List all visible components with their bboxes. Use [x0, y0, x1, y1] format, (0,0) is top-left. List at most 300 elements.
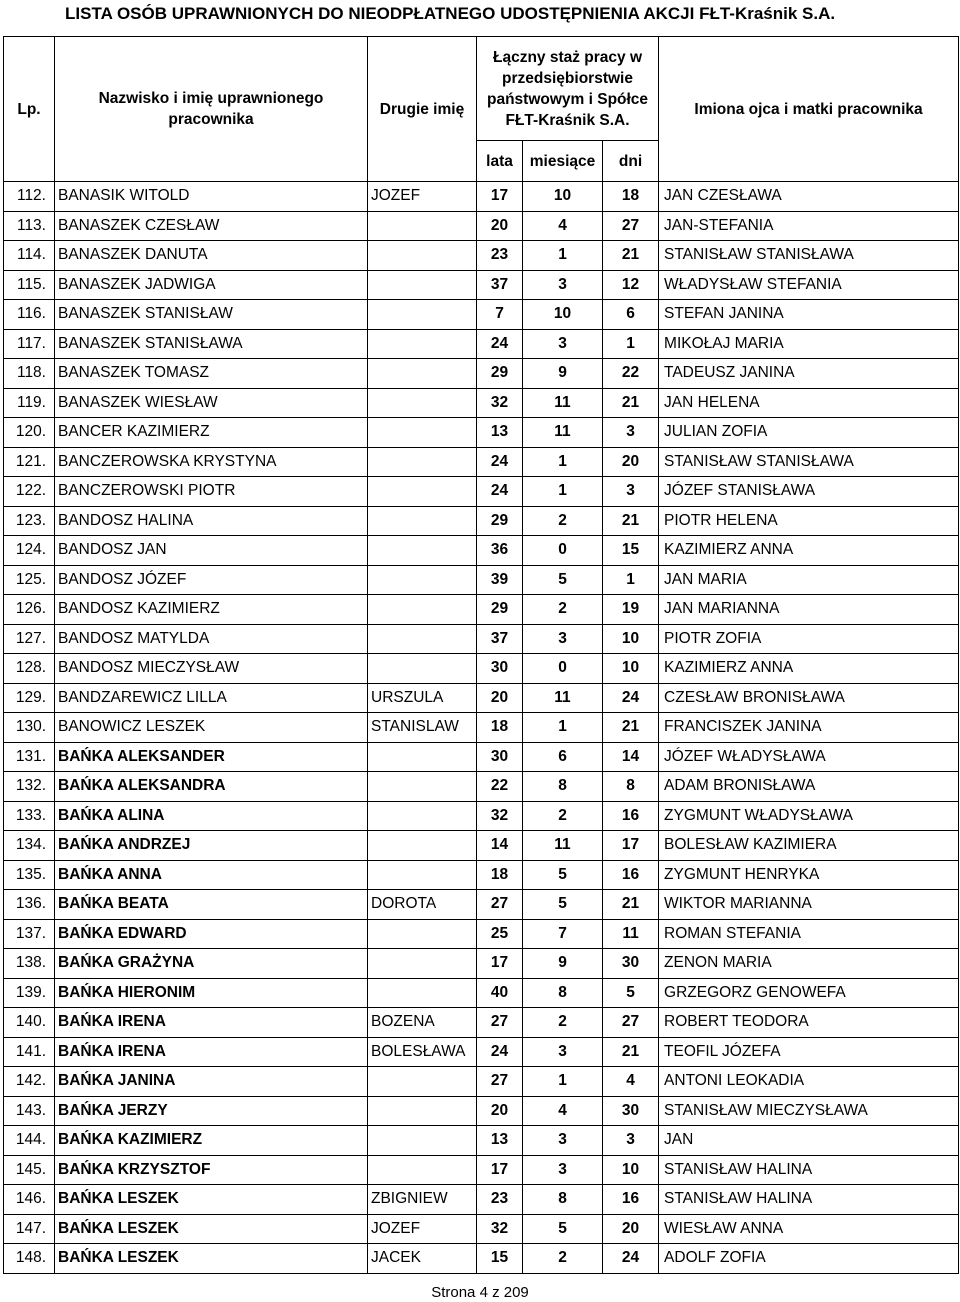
service-months: 10	[523, 300, 603, 330]
person-name: BANDOSZ KAZIMIERZ	[55, 595, 368, 625]
table-row	[4, 241, 959, 271]
table-row	[4, 477, 959, 507]
service-days: 24	[603, 683, 659, 713]
service-months: 3	[523, 1037, 603, 1067]
row-number: 142.	[4, 1067, 55, 1097]
header-days: dni	[603, 141, 659, 182]
row-number: 113.	[4, 211, 55, 241]
service-months: 2	[523, 801, 603, 831]
parents-names: FRANCISZEK JANINA	[659, 713, 959, 743]
person-name: BANASZEK DANUTA	[55, 241, 368, 271]
middle-name	[368, 742, 477, 772]
service-years: 36	[477, 536, 523, 566]
middle-name	[368, 447, 477, 477]
service-years: 29	[477, 595, 523, 625]
parents-names: ZYGMUNT HENRYKA	[659, 860, 959, 890]
person-name: BANDZAREWICZ LILLA	[55, 683, 368, 713]
table-row	[4, 919, 959, 949]
table-row	[4, 447, 959, 477]
person-name: BAŃKA GRAŻYNA	[55, 949, 368, 979]
service-days: 1	[603, 565, 659, 595]
row-number: 146.	[4, 1185, 55, 1215]
person-name: BAŃKA BEATA	[55, 890, 368, 920]
middle-name	[368, 359, 477, 389]
parents-names: ROMAN STEFANIA	[659, 919, 959, 949]
row-number: 124.	[4, 536, 55, 566]
service-months: 3	[523, 624, 603, 654]
service-months: 8	[523, 978, 603, 1008]
row-number: 135.	[4, 860, 55, 890]
service-months: 2	[523, 506, 603, 536]
person-name: BAŃKA IRENA	[55, 1037, 368, 1067]
row-number: 112.	[4, 182, 55, 212]
table-row	[4, 890, 959, 920]
service-days: 30	[603, 949, 659, 979]
service-months: 2	[523, 595, 603, 625]
service-years: 37	[477, 624, 523, 654]
table-row	[4, 978, 959, 1008]
service-years: 39	[477, 565, 523, 595]
service-days: 21	[603, 241, 659, 271]
middle-name	[368, 1155, 477, 1185]
service-years: 17	[477, 949, 523, 979]
service-days: 4	[603, 1067, 659, 1097]
table-row	[4, 654, 959, 684]
row-number: 144.	[4, 1126, 55, 1156]
service-years: 20	[477, 683, 523, 713]
row-number: 133.	[4, 801, 55, 831]
table-row	[4, 1008, 959, 1038]
service-days: 10	[603, 624, 659, 654]
person-name: BANDOSZ MIECZYSŁAW	[55, 654, 368, 684]
service-days: 17	[603, 831, 659, 861]
service-months: 7	[523, 919, 603, 949]
service-months: 5	[523, 890, 603, 920]
middle-name	[368, 1096, 477, 1126]
table-row	[4, 388, 959, 418]
parents-names: JÓZEF STANISŁAWA	[659, 477, 959, 507]
service-years: 40	[477, 978, 523, 1008]
middle-name: JACEK	[368, 1244, 477, 1274]
table-row	[4, 359, 959, 389]
parents-names: PIOTR HELENA	[659, 506, 959, 536]
person-name: BAŃKA IRENA	[55, 1008, 368, 1038]
row-number: 116.	[4, 300, 55, 330]
parents-names: STANISŁAW STANISŁAWA	[659, 241, 959, 271]
middle-name	[368, 860, 477, 890]
middle-name	[368, 241, 477, 271]
service-years: 22	[477, 772, 523, 802]
service-months: 0	[523, 654, 603, 684]
person-name: BAŃKA JERZY	[55, 1096, 368, 1126]
service-months: 5	[523, 1214, 603, 1244]
service-months: 1	[523, 447, 603, 477]
service-days: 15	[603, 536, 659, 566]
parents-names: JULIAN ZOFIA	[659, 418, 959, 448]
service-months: 5	[523, 565, 603, 595]
service-days: 3	[603, 477, 659, 507]
person-name: BAŃKA LESZEK	[55, 1185, 368, 1215]
service-days: 30	[603, 1096, 659, 1126]
person-name: BANASZEK JADWIGA	[55, 270, 368, 300]
table-row	[4, 949, 959, 979]
row-number: 121.	[4, 447, 55, 477]
header-lp: Lp.	[4, 37, 55, 182]
page-number: Strona 4 z 209	[431, 1284, 529, 1301]
row-number: 119.	[4, 388, 55, 418]
row-number: 134.	[4, 831, 55, 861]
middle-name: JOZEF	[368, 1214, 477, 1244]
service-days: 6	[603, 300, 659, 330]
service-years: 13	[477, 1126, 523, 1156]
service-days: 12	[603, 270, 659, 300]
parents-names: ZENON MARIA	[659, 949, 959, 979]
row-number: 125.	[4, 565, 55, 595]
table-row	[4, 1037, 959, 1067]
service-days: 21	[603, 713, 659, 743]
row-number: 139.	[4, 978, 55, 1008]
service-months: 11	[523, 831, 603, 861]
service-years: 29	[477, 359, 523, 389]
person-name: BANCZEROWSKI PIOTR	[55, 477, 368, 507]
service-years: 7	[477, 300, 523, 330]
service-years: 14	[477, 831, 523, 861]
service-months: 11	[523, 683, 603, 713]
header-months: miesiące	[523, 141, 603, 182]
person-name: BAŃKA ANDRZEJ	[55, 831, 368, 861]
row-number: 117.	[4, 329, 55, 359]
service-days: 11	[603, 919, 659, 949]
service-years: 27	[477, 1067, 523, 1097]
person-name: BAŃKA HIERONIM	[55, 978, 368, 1008]
service-months: 5	[523, 860, 603, 890]
service-days: 21	[603, 388, 659, 418]
service-days: 20	[603, 447, 659, 477]
service-months: 1	[523, 477, 603, 507]
service-years: 13	[477, 418, 523, 448]
parents-names: ZYGMUNT WŁADYSŁAWA	[659, 801, 959, 831]
service-days: 21	[603, 506, 659, 536]
service-years: 32	[477, 801, 523, 831]
table-row	[4, 1155, 959, 1185]
service-days: 16	[603, 1185, 659, 1215]
person-name: BANDOSZ MATYLDA	[55, 624, 368, 654]
row-number: 114.	[4, 241, 55, 271]
middle-name: BOZENA	[368, 1008, 477, 1038]
middle-name	[368, 919, 477, 949]
row-number: 115.	[4, 270, 55, 300]
row-number: 127.	[4, 624, 55, 654]
service-years: 30	[477, 654, 523, 684]
person-name: BANASZEK STANISŁAWA	[55, 329, 368, 359]
person-name: BAŃKA ALEKSANDER	[55, 742, 368, 772]
middle-name: URSZULA	[368, 683, 477, 713]
person-name: BANOWICZ LESZEK	[55, 713, 368, 743]
parents-names: JAN HELENA	[659, 388, 959, 418]
table-row	[4, 565, 959, 595]
parents-names: STANISŁAW STANISŁAWA	[659, 447, 959, 477]
service-months: 1	[523, 241, 603, 271]
service-days: 27	[603, 1008, 659, 1038]
person-name: BAŃKA JANINA	[55, 1067, 368, 1097]
middle-name	[368, 506, 477, 536]
person-name: BAŃKA LESZEK	[55, 1244, 368, 1274]
service-months: 3	[523, 329, 603, 359]
service-months: 9	[523, 359, 603, 389]
service-months: 10	[523, 182, 603, 212]
person-name: BAŃKA ALEKSANDRA	[55, 772, 368, 802]
table-row	[4, 270, 959, 300]
row-number: 120.	[4, 418, 55, 448]
person-name: BANCZEROWSKA KRYSTYNA	[55, 447, 368, 477]
service-months: 2	[523, 1244, 603, 1274]
person-name: BAŃKA KAZIMIERZ	[55, 1126, 368, 1156]
person-name: BANDOSZ JAN	[55, 536, 368, 566]
row-number: 141.	[4, 1037, 55, 1067]
parents-names: ADAM BRONISŁAWA	[659, 772, 959, 802]
service-months: 3	[523, 1126, 603, 1156]
service-days: 21	[603, 1037, 659, 1067]
service-years: 24	[477, 1037, 523, 1067]
service-days: 10	[603, 654, 659, 684]
header-years: lata	[477, 141, 523, 182]
middle-name	[368, 595, 477, 625]
service-years: 32	[477, 388, 523, 418]
table-row	[4, 506, 959, 536]
middle-name	[368, 388, 477, 418]
person-name: BAŃKA ANNA	[55, 860, 368, 890]
service-months: 4	[523, 211, 603, 241]
service-months: 8	[523, 1185, 603, 1215]
person-name: BANCER KAZIMIERZ	[55, 418, 368, 448]
middle-name	[368, 772, 477, 802]
service-days: 8	[603, 772, 659, 802]
parents-names: STEFAN JANINA	[659, 300, 959, 330]
middle-name	[368, 949, 477, 979]
row-number: 129.	[4, 683, 55, 713]
middle-name: DOROTA	[368, 890, 477, 920]
row-number: 128.	[4, 654, 55, 684]
row-number: 130.	[4, 713, 55, 743]
table-row	[4, 300, 959, 330]
middle-name	[368, 329, 477, 359]
table-row	[4, 742, 959, 772]
parents-names: WŁADYSŁAW STEFANIA	[659, 270, 959, 300]
parents-names: MIKOŁAJ MARIA	[659, 329, 959, 359]
parents-names: WIESŁAW ANNA	[659, 1214, 959, 1244]
row-number: 148.	[4, 1244, 55, 1274]
parents-names: ANTONI LEOKADIA	[659, 1067, 959, 1097]
service-days: 1	[603, 329, 659, 359]
service-months: 4	[523, 1096, 603, 1126]
middle-name: ZBIGNIEW	[368, 1185, 477, 1215]
service-months: 9	[523, 949, 603, 979]
parents-names: ROBERT TEODORA	[659, 1008, 959, 1038]
service-days: 10	[603, 1155, 659, 1185]
row-number: 123.	[4, 506, 55, 536]
service-years: 24	[477, 329, 523, 359]
service-years: 30	[477, 742, 523, 772]
parents-names: JAN-STEFANIA	[659, 211, 959, 241]
service-years: 23	[477, 1185, 523, 1215]
service-years: 25	[477, 919, 523, 949]
middle-name	[368, 477, 477, 507]
service-months: 0	[523, 536, 603, 566]
parents-names: CZESŁAW BRONISŁAWA	[659, 683, 959, 713]
header-middle-name: Drugie imię	[368, 37, 477, 182]
service-years: 17	[477, 1155, 523, 1185]
table-row	[4, 418, 959, 448]
parents-names: JAN CZESŁAWA	[659, 182, 959, 212]
service-days: 27	[603, 211, 659, 241]
middle-name: BOLESŁAWA	[368, 1037, 477, 1067]
service-years: 18	[477, 713, 523, 743]
row-number: 126.	[4, 595, 55, 625]
middle-name	[368, 978, 477, 1008]
service-days: 3	[603, 1126, 659, 1156]
parents-names: BOLESŁAW KAZIMIERA	[659, 831, 959, 861]
service-months: 6	[523, 742, 603, 772]
middle-name	[368, 270, 477, 300]
parents-names: PIOTR ZOFIA	[659, 624, 959, 654]
row-number: 122.	[4, 477, 55, 507]
person-name: BANASZEK WIESŁAW	[55, 388, 368, 418]
parents-names: STANISŁAW HALINA	[659, 1155, 959, 1185]
header-service: Łączny staż pracy w przedsiębiorstwie państwowym i Spółce FŁT-Kraśnik S.A.	[477, 37, 659, 141]
table-row	[4, 831, 959, 861]
table-row	[4, 1067, 959, 1097]
service-years: 24	[477, 447, 523, 477]
service-days: 14	[603, 742, 659, 772]
service-years: 32	[477, 1214, 523, 1244]
person-name: BAŃKA EDWARD	[55, 919, 368, 949]
service-months: 11	[523, 418, 603, 448]
service-days: 20	[603, 1214, 659, 1244]
table-row	[4, 211, 959, 241]
eligible-persons-table	[3, 36, 959, 1274]
service-months: 8	[523, 772, 603, 802]
service-months: 3	[523, 1155, 603, 1185]
document-title: LISTA OSÓB UPRAWNIONYCH DO NIEODPŁATNEGO UDOSTĘPNIENIA AKCJI FŁT-Kraśnik S.A.	[65, 4, 836, 23]
middle-name	[368, 1126, 477, 1156]
person-name: BAŃKA ALINA	[55, 801, 368, 831]
row-number: 137.	[4, 919, 55, 949]
parents-names: STANISŁAW MIECZYSŁAWA	[659, 1096, 959, 1126]
table-row	[4, 1244, 959, 1274]
row-number: 132.	[4, 772, 55, 802]
service-days: 24	[603, 1244, 659, 1274]
service-years: 23	[477, 241, 523, 271]
table-row	[4, 1214, 959, 1244]
table-row	[4, 801, 959, 831]
service-days: 18	[603, 182, 659, 212]
middle-name	[368, 211, 477, 241]
person-name: BANASZEK CZESŁAW	[55, 211, 368, 241]
service-months: 11	[523, 388, 603, 418]
service-months: 1	[523, 1067, 603, 1097]
service-months: 1	[523, 713, 603, 743]
middle-name	[368, 1067, 477, 1097]
service-days: 21	[603, 890, 659, 920]
table-body	[4, 182, 959, 1274]
parents-names: JÓZEF WŁADYSŁAWA	[659, 742, 959, 772]
service-years: 20	[477, 211, 523, 241]
parents-names: JAN	[659, 1126, 959, 1156]
service-years: 17	[477, 182, 523, 212]
person-name: BANASZEK STANISŁAW	[55, 300, 368, 330]
middle-name	[368, 565, 477, 595]
service-years: 24	[477, 477, 523, 507]
table-row	[4, 182, 959, 212]
row-number: 143.	[4, 1096, 55, 1126]
middle-name	[368, 831, 477, 861]
table-row	[4, 624, 959, 654]
middle-name: JOZEF	[368, 182, 477, 212]
middle-name	[368, 536, 477, 566]
service-years: 15	[477, 1244, 523, 1274]
parents-names: ADOLF ZOFIA	[659, 1244, 959, 1274]
service-years: 18	[477, 860, 523, 890]
parents-names: KAZIMIERZ ANNA	[659, 654, 959, 684]
table-row	[4, 1126, 959, 1156]
service-months: 3	[523, 270, 603, 300]
parents-names: KAZIMIERZ ANNA	[659, 536, 959, 566]
row-number: 138.	[4, 949, 55, 979]
middle-name	[368, 624, 477, 654]
header-parents: Imiona ojca i matki pracownika	[659, 37, 959, 182]
table-row	[4, 595, 959, 625]
service-days: 19	[603, 595, 659, 625]
person-name: BANDOSZ HALINA	[55, 506, 368, 536]
person-name: BAŃKA LESZEK	[55, 1214, 368, 1244]
middle-name	[368, 801, 477, 831]
service-days: 5	[603, 978, 659, 1008]
row-number: 118.	[4, 359, 55, 389]
parents-names: WIKTOR MARIANNA	[659, 890, 959, 920]
service-years: 27	[477, 1008, 523, 1038]
middle-name: STANISLAW	[368, 713, 477, 743]
person-name: BANDOSZ JÓZEF	[55, 565, 368, 595]
middle-name	[368, 418, 477, 448]
middle-name	[368, 654, 477, 684]
parents-names: TEOFIL JÓZEFA	[659, 1037, 959, 1067]
service-years: 20	[477, 1096, 523, 1126]
service-days: 16	[603, 860, 659, 890]
service-months: 2	[523, 1008, 603, 1038]
table-row	[4, 536, 959, 566]
row-number: 136.	[4, 890, 55, 920]
table-row	[4, 683, 959, 713]
row-number: 145.	[4, 1155, 55, 1185]
row-number: 147.	[4, 1214, 55, 1244]
middle-name	[368, 300, 477, 330]
header-name: Nazwisko i imię uprawnionego pracownika	[55, 37, 368, 182]
parents-names: JAN MARIA	[659, 565, 959, 595]
parents-names: STANISŁAW HALINA	[659, 1185, 959, 1215]
table-row	[4, 1096, 959, 1126]
row-number: 140.	[4, 1008, 55, 1038]
row-number: 131.	[4, 742, 55, 772]
parents-names: GRZEGORZ GENOWEFA	[659, 978, 959, 1008]
person-name: BANASZEK TOMASZ	[55, 359, 368, 389]
service-days: 3	[603, 418, 659, 448]
service-years: 27	[477, 890, 523, 920]
table-row	[4, 1185, 959, 1215]
service-days: 22	[603, 359, 659, 389]
table-row	[4, 329, 959, 359]
table-row	[4, 772, 959, 802]
service-years: 29	[477, 506, 523, 536]
